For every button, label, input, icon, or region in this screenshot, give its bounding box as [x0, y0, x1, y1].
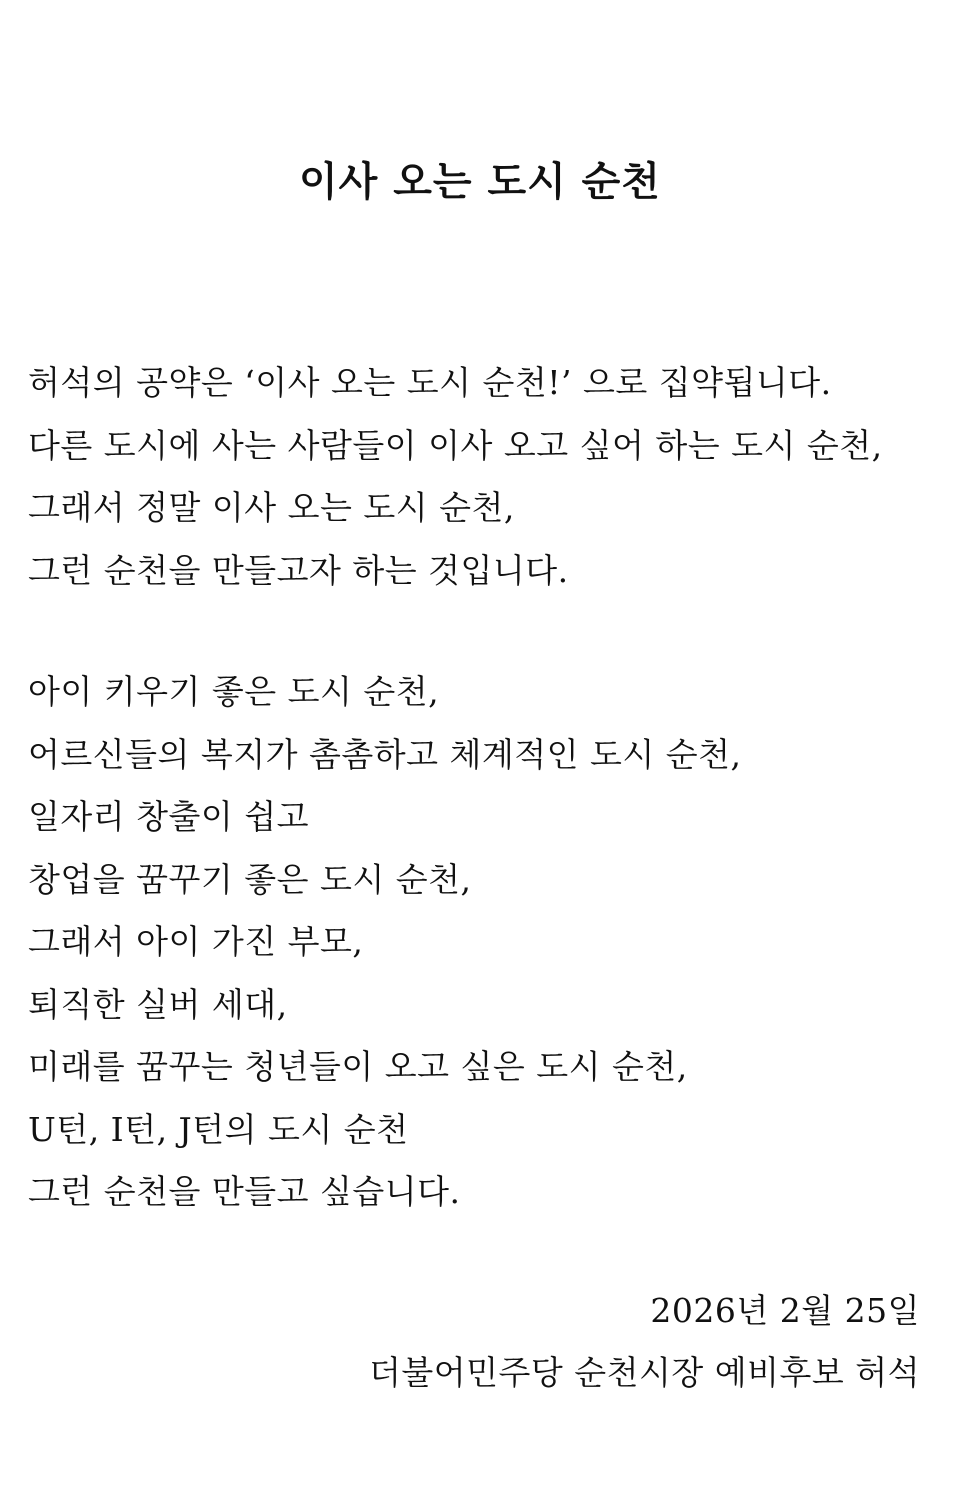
document-date: 2026년 2월 25일 — [650, 1291, 920, 1330]
text-line: 창업을 꿈꾸기 좋은 도시 순천, — [28, 859, 472, 899]
text-line: 아이 키우기 좋은 도시 순천, — [28, 672, 440, 711]
signature-block — [40, 1280, 920, 1404]
author-signature: 더불어민주당 순천시장 예비후보 허석 — [368, 1353, 920, 1392]
paragraph-vision-list — [28, 661, 932, 1224]
text-line: 그런 순천을 만들고 싶습니다. — [28, 1172, 461, 1211]
text-line: 어르신들의 복지가 촘촘하고 체계적인 도시 순천, — [28, 734, 742, 774]
text-line: 허석의 공약은 ‘이사 오는 도시 순천!’ 으로 집약됩니다. — [28, 363, 832, 402]
text-line: U턴, I턴, J턴의 도시 순천 — [28, 1109, 409, 1149]
text-line: 그런 순천을 만들고자 하는 것입니다. — [28, 550, 569, 590]
document-title: 이사 오는 도시 순천 — [299, 159, 661, 205]
paragraph-pledge-summary — [28, 352, 932, 602]
text-line: 다른 도시에 사는 사람들이 이사 오고 싶어 하는 도시 순천, — [28, 425, 883, 465]
text-line: 미래를 꿈꾸는 청년들이 오고 싶은 도시 순천, — [28, 1047, 688, 1086]
text-line: 그래서 정말 이사 오는 도시 순천, — [28, 488, 515, 527]
text-line: 퇴직한 실버 세대, — [28, 984, 288, 1024]
text-line: 그래서 아이 가진 부모, — [28, 922, 364, 961]
text-line: 일자리 창출이 쉽고 — [28, 797, 310, 836]
